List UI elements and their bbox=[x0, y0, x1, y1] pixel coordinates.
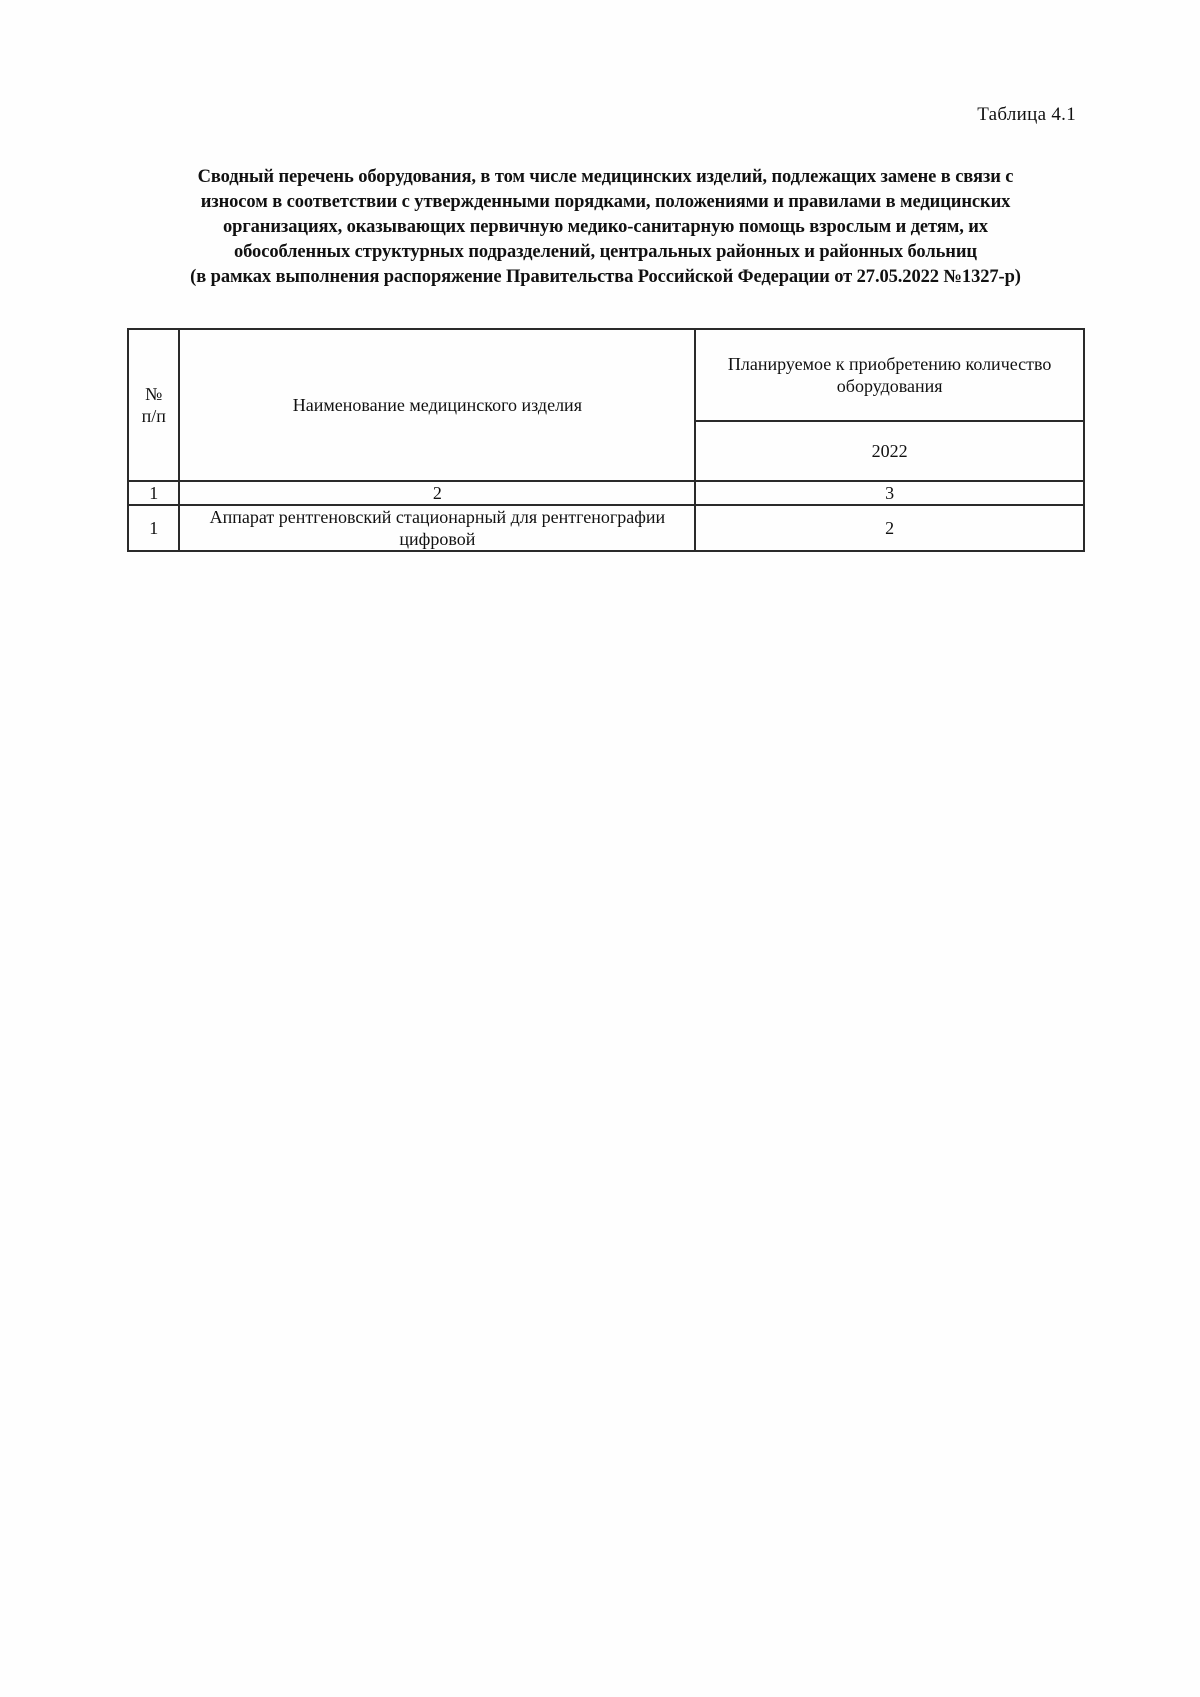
row-quantity-cell: 2 bbox=[695, 505, 1084, 551]
document-heading bbox=[128, 165, 1083, 290]
equipment-table bbox=[127, 328, 1085, 552]
column-index-row bbox=[128, 481, 1084, 505]
header-number-label bbox=[142, 383, 166, 427]
heading-line: обособленных структурных подразделений, центральных районных и районных больниц bbox=[234, 242, 977, 262]
table-row bbox=[128, 505, 1084, 551]
heading-line: износом в соответствии с утвержденными порядками, положениями и правилами в медицинских bbox=[200, 192, 1011, 212]
row-number-cell: 1 bbox=[128, 505, 179, 551]
header-number-cell bbox=[128, 329, 179, 481]
heading-line: Сводный перечень оборудования, в том числе медицинских изделий, подлежащих замене в связи с bbox=[197, 167, 1014, 187]
header-name-cell: Наименование медицинского изделия bbox=[179, 329, 695, 481]
table-header-row bbox=[128, 329, 1084, 421]
header-number-sign: № bbox=[145, 384, 163, 404]
header-number-abbr: п/п bbox=[141, 406, 166, 426]
column-index-cell: 3 bbox=[695, 481, 1084, 505]
column-index-cell: 2 bbox=[179, 481, 695, 505]
header-planned-quantity-cell: Планируемое к приобретению количество оборудования bbox=[695, 329, 1084, 421]
heading-line: организациях, оказывающих первичную медико-санитарную помощь взрослым и детям, их bbox=[223, 217, 988, 237]
row-name-cell: Аппарат рентгеновский стационарный для рентгенографии цифровой bbox=[179, 505, 695, 551]
column-index-cell: 1 bbox=[128, 481, 179, 505]
heading-line: (в рамках выполнения распоряжение Правительства Российской Федерации от 27.05.2022 №1327-р) bbox=[190, 267, 1021, 287]
table-number-label: Таблица 4.1 bbox=[977, 104, 1076, 125]
header-year-cell: 2022 bbox=[695, 421, 1084, 481]
